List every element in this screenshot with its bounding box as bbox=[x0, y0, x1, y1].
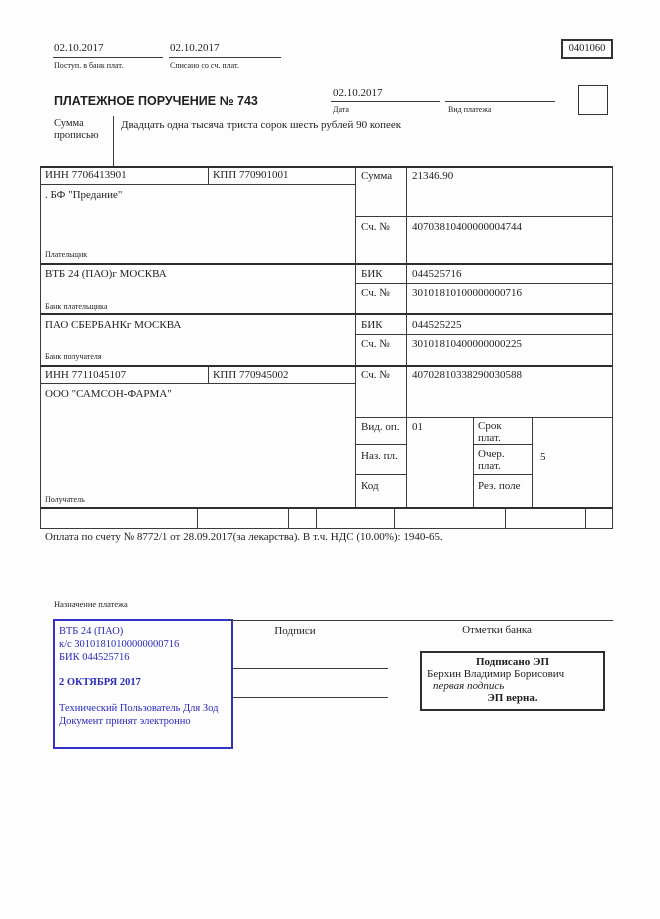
beneficiary-bank-bik-label: БИК bbox=[361, 319, 383, 331]
section-divider bbox=[40, 313, 613, 315]
document-date: 02.10.2017 bbox=[333, 87, 383, 99]
table-divider bbox=[208, 166, 209, 184]
table-divider bbox=[355, 283, 613, 284]
table-divider bbox=[473, 474, 532, 475]
payer-bank-bik: 044525716 bbox=[412, 268, 462, 280]
payment-purpose-text: Оплата по счету № 8772/1 от 28.09.2017(за лекарства). В т.ч. НДС (10.00%): 1940-65. bbox=[45, 531, 443, 543]
payer-kpp: КПП 770901001 bbox=[213, 169, 289, 181]
section-divider bbox=[40, 507, 613, 509]
divider bbox=[445, 101, 555, 102]
bank-marks-label: Отметки банка bbox=[462, 624, 532, 636]
empty-field-divider bbox=[197, 508, 198, 528]
purpose-code-label: Наз. пл. bbox=[361, 450, 398, 462]
payer-bank-bik-label: БИК bbox=[361, 268, 383, 280]
divider bbox=[229, 620, 613, 621]
code-label: Код bbox=[361, 480, 379, 492]
op-type-label: Вид. оп. bbox=[361, 421, 400, 433]
empty-field-divider bbox=[316, 508, 317, 528]
amount-words-value: Двадцать одна тысяча триста сорок шесть рублей 90 копеек bbox=[121, 119, 402, 131]
beneficiary-bank-account-label: Сч. № bbox=[361, 338, 390, 350]
divider bbox=[169, 57, 281, 58]
table-divider bbox=[355, 474, 406, 475]
bank-stamp-bik: БИК 044525716 bbox=[59, 652, 130, 663]
beneficiary-kpp: КПП 770945002 bbox=[213, 369, 289, 381]
table-divider bbox=[473, 417, 474, 508]
payer-account-label: Сч. № bbox=[361, 221, 390, 233]
document-title: ПЛАТЕЖНОЕ ПОРУЧЕНИЕ № 743 bbox=[54, 94, 258, 108]
esign-name: Берхин Владимир Борисович bbox=[427, 668, 565, 680]
electronic-signature-stamp bbox=[420, 651, 605, 711]
beneficiary-label: Получатель bbox=[45, 495, 85, 504]
amount-label: Сумма bbox=[361, 170, 393, 182]
received-date-label: Поступ. в банк плат. bbox=[54, 61, 124, 70]
table-divider bbox=[406, 166, 407, 508]
table-divider bbox=[532, 417, 533, 508]
reserve-field-label: Рез. поле bbox=[478, 480, 521, 492]
payer-account: 40703810400000004744 bbox=[412, 221, 522, 233]
form-code-box: 0401060 bbox=[561, 39, 613, 59]
table-border bbox=[612, 166, 613, 529]
table-border bbox=[40, 166, 41, 529]
date-label: Дата bbox=[333, 105, 349, 114]
beneficiary-bank-name: ПАО СБЕРБАНКг МОСКВА bbox=[45, 319, 182, 331]
table-divider bbox=[355, 166, 356, 508]
table-divider bbox=[355, 417, 613, 418]
empty-field-divider bbox=[505, 508, 506, 528]
bank-stamp-accepted: Документ принят электронно bbox=[59, 716, 191, 727]
table-divider bbox=[40, 383, 355, 384]
signature-line bbox=[232, 697, 388, 698]
divider bbox=[113, 116, 114, 166]
beneficiary-account-label: Сч. № bbox=[361, 369, 390, 381]
payer-bank-label: Банк плательщика bbox=[45, 302, 108, 311]
amount-value: 21346.90 bbox=[412, 170, 454, 182]
beneficiary-inn: ИНН 7711045107 bbox=[45, 369, 127, 381]
payer-inn: ИНН 7706413901 bbox=[45, 169, 127, 181]
esign-title: Подписано ЭП bbox=[475, 656, 550, 668]
empty-field-divider bbox=[394, 508, 395, 528]
table-border bbox=[40, 166, 613, 168]
bank-stamp-bank-name: ВТБ 24 (ПАО) bbox=[59, 626, 124, 637]
esign-role: первая подпись bbox=[433, 680, 505, 692]
table-divider bbox=[355, 334, 613, 335]
table-divider bbox=[355, 444, 406, 445]
table-border bbox=[40, 528, 613, 529]
payment-type-label: Вид платежа bbox=[448, 105, 492, 114]
received-date: 02.10.2017 bbox=[54, 42, 104, 54]
section-divider bbox=[40, 365, 613, 367]
due-date-label: Срок плат. bbox=[478, 420, 502, 444]
beneficiary-name: ООО "САМСОН-ФАРМА" bbox=[45, 388, 172, 400]
priority-label: Очер. плат. bbox=[478, 448, 505, 472]
payer-bank-account: 30101810100000000716 bbox=[412, 287, 522, 299]
table-divider bbox=[473, 444, 532, 445]
bank-stamp-date: 2 ОКТЯБРЯ 2017 bbox=[59, 677, 141, 688]
priority-value: 5 bbox=[540, 451, 546, 463]
payer-name: . БФ "Предание" bbox=[45, 189, 123, 201]
table-divider bbox=[208, 366, 209, 383]
bank-stamp bbox=[53, 619, 233, 749]
beneficiary-bank-account: 30101810400000000225 bbox=[412, 338, 522, 350]
payment-type-box bbox=[578, 85, 608, 115]
esign-verified: ЭП верна. bbox=[487, 692, 538, 704]
payer-bank-name: ВТБ 24 (ПАО)г МОСКВА bbox=[45, 268, 167, 280]
beneficiary-bank-label: Банк получателя bbox=[45, 352, 102, 361]
divider bbox=[331, 101, 440, 102]
beneficiary-bank-bik: 044525225 bbox=[412, 319, 462, 331]
section-divider bbox=[40, 263, 613, 265]
divider bbox=[53, 57, 163, 58]
amount-words-label: Сумма прописью bbox=[54, 118, 99, 141]
debited-date: 02.10.2017 bbox=[170, 42, 220, 54]
debited-date-label: Списано со сч. плат. bbox=[170, 61, 239, 70]
payer-bank-account-label: Сч. № bbox=[361, 287, 390, 299]
signature-line bbox=[232, 668, 388, 669]
empty-field-divider bbox=[288, 508, 289, 528]
empty-field-divider bbox=[585, 508, 586, 528]
signatures-label: Подписи bbox=[274, 625, 316, 637]
bank-stamp-operator: Технический Пользователь Для Зод bbox=[59, 703, 219, 714]
payer-label: Плательщик bbox=[45, 250, 88, 259]
bank-stamp-corr-account: к/с 30101810100000000716 bbox=[59, 639, 180, 650]
beneficiary-account: 40702810338290030588 bbox=[412, 369, 522, 381]
table-divider bbox=[355, 216, 613, 217]
table-divider bbox=[40, 184, 355, 185]
op-type-value: 01 bbox=[412, 421, 423, 433]
payment-purpose-label: Назначение платежа bbox=[54, 599, 128, 609]
